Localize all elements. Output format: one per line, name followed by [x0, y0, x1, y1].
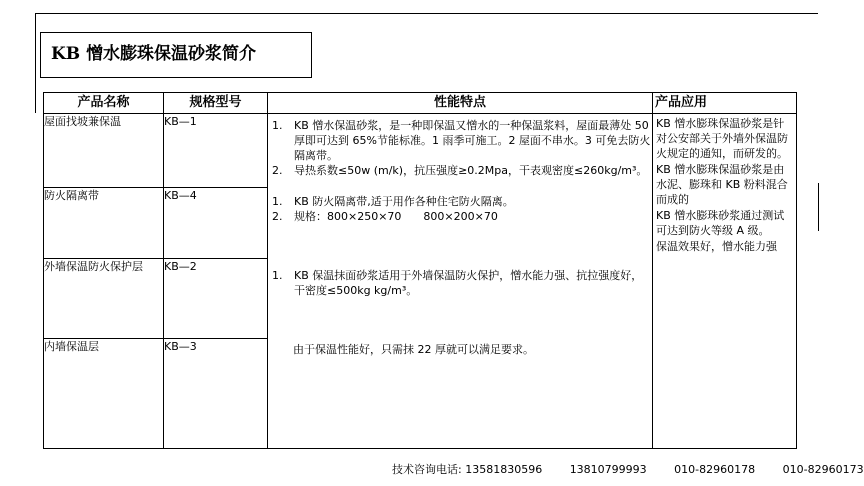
row-product-name: 屋面找坡兼保温 [44, 114, 164, 188]
contact-phone2: 13810799993 [569, 463, 647, 476]
application-paragraph: 保温效果好，憎水能力强 [656, 240, 777, 253]
row-model: KB—1 [164, 114, 268, 188]
header-features: 性能特点 [268, 93, 653, 114]
product-table [43, 92, 797, 449]
header-product-name: 产品名称 [44, 93, 164, 114]
table-row [44, 114, 797, 188]
features-block-interior: 由于保温性能好，只需抹 22 厚就可以满足要求。 [293, 343, 534, 356]
feature-item: 2. 规格：800×250×70 800×200×70 [272, 210, 498, 223]
feature-item: 2. 导热系数≤50w (m/k)，抗压强度≥0.2Mpa，干表观密度≤260kg/m³。 [272, 164, 648, 177]
features-block-roof [268, 114, 652, 178]
row-product-name: 内墙保温层 [44, 339, 164, 449]
application-paragraph: KB 憎水膨珠砂浆通过测试可达到防火等级 A 级。 [656, 209, 785, 237]
row-model: KB—3 [164, 339, 268, 449]
feature-item: 1. KB 保温抹面砂浆适用于外墙保温防火保护，憎水能力强、抗拉强度好，干密度≤500kg kg/m³。 [272, 269, 643, 297]
row-model: KB—2 [164, 259, 268, 339]
contact-label-phone1: 技术咨询电话: 13581830596 [392, 463, 543, 476]
page-border-right [818, 183, 819, 231]
header-application: 产品应用 [653, 93, 797, 114]
page-border-left [35, 13, 36, 113]
header-model: 规格型号 [164, 93, 268, 114]
title-box [40, 32, 312, 78]
row-product-name: 外墙保温防火保护层 [44, 259, 164, 339]
features-cell [268, 114, 653, 449]
contact-phone3: 010-82960178 [674, 463, 756, 476]
table-header-row [44, 93, 797, 114]
features-block-fire-barrier [268, 178, 652, 224]
features-block-exterior [268, 224, 652, 298]
application-cell [653, 114, 797, 449]
contact-footer [392, 461, 864, 477]
row-model: KB—4 [164, 188, 268, 259]
page-border-top [35, 13, 818, 14]
application-paragraph: KB 憎水膨珠保温砂浆是针对公安部关于外墙外保温防火规定的通知，而研发的。 [656, 117, 788, 160]
feature-item: 1. KB 憎水保温砂浆，是一种即保温又憎水的一种保温浆料，屋面最薄处 50 厚即可达到 65%节能标准。1 雨季可施工。2 屋面不串水。3 可免去防火隔离带。 [272, 119, 651, 162]
row-product-name: 防火隔离带 [44, 188, 164, 259]
feature-item: 1. KB 防火隔离带,适于用作各种住宅防火隔离。 [272, 195, 514, 208]
document-title: KB 憎水膨珠保温砂浆简介 [51, 44, 257, 64]
contact-phone4: 010-82960173 [782, 463, 864, 476]
application-paragraph: KB 憎水膨珠保温砂浆是由水泥、膨珠和 KB 粉料混合而成的 [656, 163, 788, 206]
